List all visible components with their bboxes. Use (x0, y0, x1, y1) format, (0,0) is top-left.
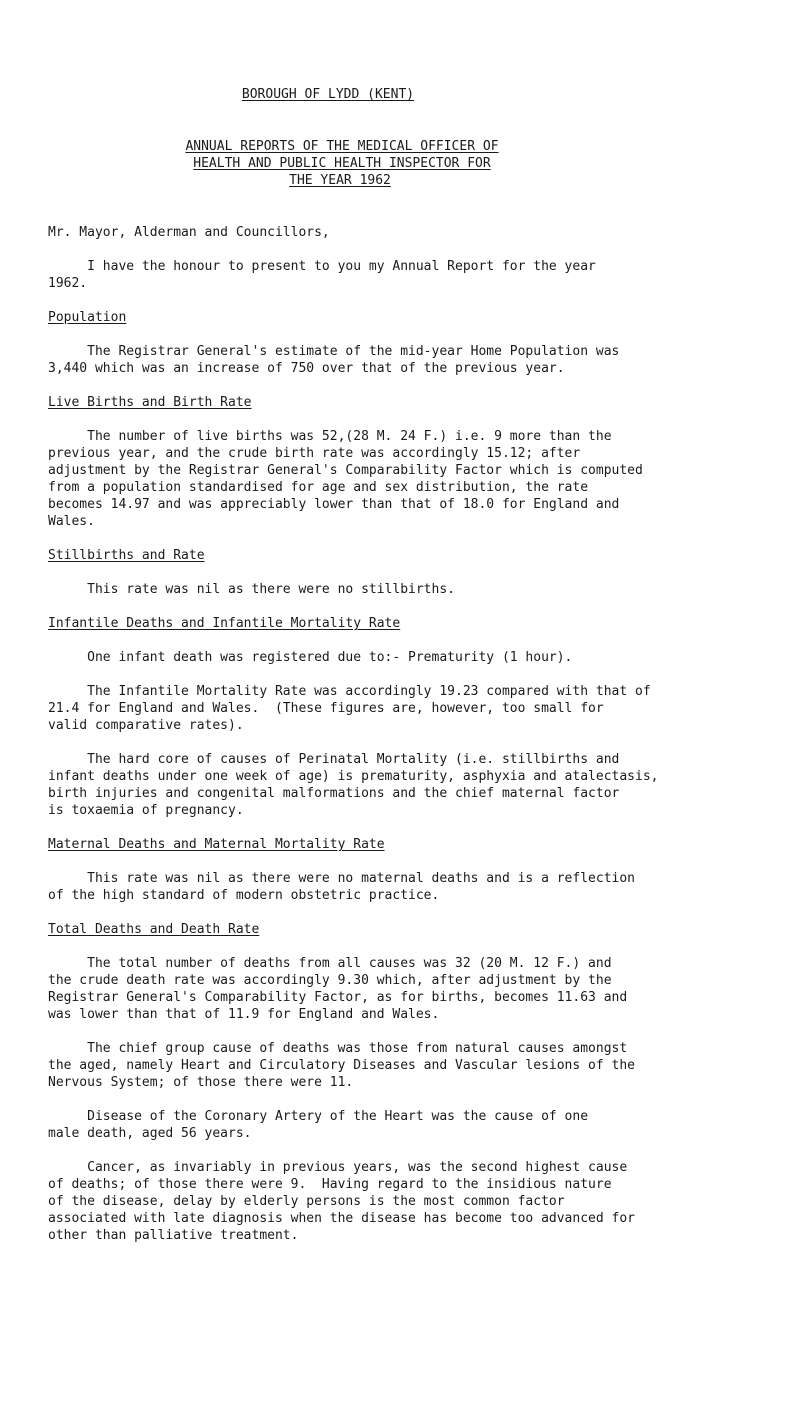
total-deaths-p4-line-3: of the disease, delay by elderly persons is the most common factor (48, 1194, 565, 1209)
live-births-line-1: The number of live births was 52,(28 M. 24 F.) i.e. 9 more than the (48, 429, 612, 444)
infantile-p1-line-1: One infant death was registered due to:- Prematurity (1 hour). (48, 650, 573, 665)
total-deaths-p4-line-5: other than palliative treatment. (48, 1228, 299, 1243)
population-line-2: 3,440 which was an increase of 750 over that of the previous year. (48, 361, 565, 376)
total-deaths-p1-line-4: was lower than that of 11.9 for England and Wales. (48, 1007, 440, 1022)
report-title-line-2: HEALTH AND PUBLIC HEALTH INSPECTOR FOR (193, 156, 491, 171)
report-title-line-1: ANNUAL REPORTS OF THE MEDICAL OFFICER OF (185, 139, 499, 154)
infantile-p2-line-3: valid comparative rates). (48, 718, 244, 733)
infantile-p3-line-1: The hard core of causes of Perinatal Mortality (i.e. stillbirths and (48, 752, 620, 767)
intro-line-2: 1962. (48, 276, 88, 291)
population-line-1: The Registrar General's estimate of the mid-year Home Population was (48, 344, 620, 359)
live-births-line-6: Wales. (48, 514, 95, 529)
report-title-line-3: THE YEAR 1962 (289, 173, 391, 188)
total-deaths-p2-line-3: Nervous System; of those there were 11. (48, 1075, 354, 1090)
section-heading-population: Population (48, 310, 127, 325)
infantile-p3-line-3: birth injuries and congenital malformations and the chief maternal factor (48, 786, 620, 801)
section-heading-total-deaths: Total Deaths and Death Rate (48, 922, 260, 937)
live-births-line-4: from a population standardised for age and sex distribution, the rate (48, 480, 589, 495)
section-heading-maternal: Maternal Deaths and Maternal Mortality Rate (48, 837, 385, 852)
borough-title: BOROUGH OF LYDD (KENT) (241, 87, 415, 102)
section-heading-live-births: Live Births and Birth Rate (48, 395, 252, 410)
infantile-p3-line-2: infant deaths under one week of age) is prematurity, asphyxia and atalectasis, (48, 769, 659, 784)
total-deaths-p1-line-3: Registrar General's Comparability Factor, as for births, becomes 11.63 and (48, 990, 628, 1005)
infantile-p3-line-4: is toxaemia of pregnancy. (48, 803, 244, 818)
total-deaths-p2-line-1: The chief group cause of deaths was those from natural causes amongst (48, 1041, 628, 1056)
total-deaths-p4-line-4: associated with late diagnosis when the disease has become too advanced for (48, 1211, 635, 1226)
total-deaths-p4-line-1: Cancer, as invariably in previous years, was the second highest cause (48, 1160, 628, 1175)
total-deaths-p1-line-2: the crude death rate was accordingly 9.30 which, after adjustment by the (48, 973, 612, 988)
infantile-p2-line-2: 21.4 for England and Wales. (These figures are, however, too small for (48, 701, 604, 716)
total-deaths-p3-line-1: Disease of the Coronary Artery of the Heart was the cause of one (48, 1109, 589, 1124)
stillbirths-line-1: This rate was nil as there were no stillbirths. (48, 582, 455, 597)
live-births-line-5: becomes 14.97 and was appreciably lower than that of 18.0 for England and (48, 497, 620, 512)
maternal-line-2: of the high standard of modern obstetric practice. (48, 888, 440, 903)
total-deaths-p4-line-2: of deaths; of those there were 9. Having regard to the insidious nature (48, 1177, 612, 1192)
infantile-p2-line-1: The Infantile Mortality Rate was accordingly 19.23 compared with that of (48, 684, 651, 699)
salutation: Mr. Mayor, Alderman and Councillors, (48, 225, 330, 240)
intro-line-1: I have the honour to present to you my Annual Report for the year (48, 259, 596, 274)
section-heading-infantile: Infantile Deaths and Infantile Mortality Rate (48, 616, 401, 631)
live-births-line-3: adjustment by the Registrar General's Comparability Factor which is computed (48, 463, 643, 478)
total-deaths-p1-line-1: The total number of deaths from all causes was 32 (20 M. 12 F.) and (48, 956, 612, 971)
live-births-line-2: previous year, and the crude birth rate was accordingly 15.12; after (48, 446, 581, 461)
section-heading-stillbirths: Stillbirths and Rate (48, 548, 205, 563)
maternal-line-1: This rate was nil as there were no maternal deaths and is a reflection (48, 871, 635, 886)
total-deaths-p3-line-2: male death, aged 56 years. (48, 1126, 252, 1141)
total-deaths-p2-line-2: the aged, namely Heart and Circulatory Diseases and Vascular lesions of the (48, 1058, 635, 1073)
